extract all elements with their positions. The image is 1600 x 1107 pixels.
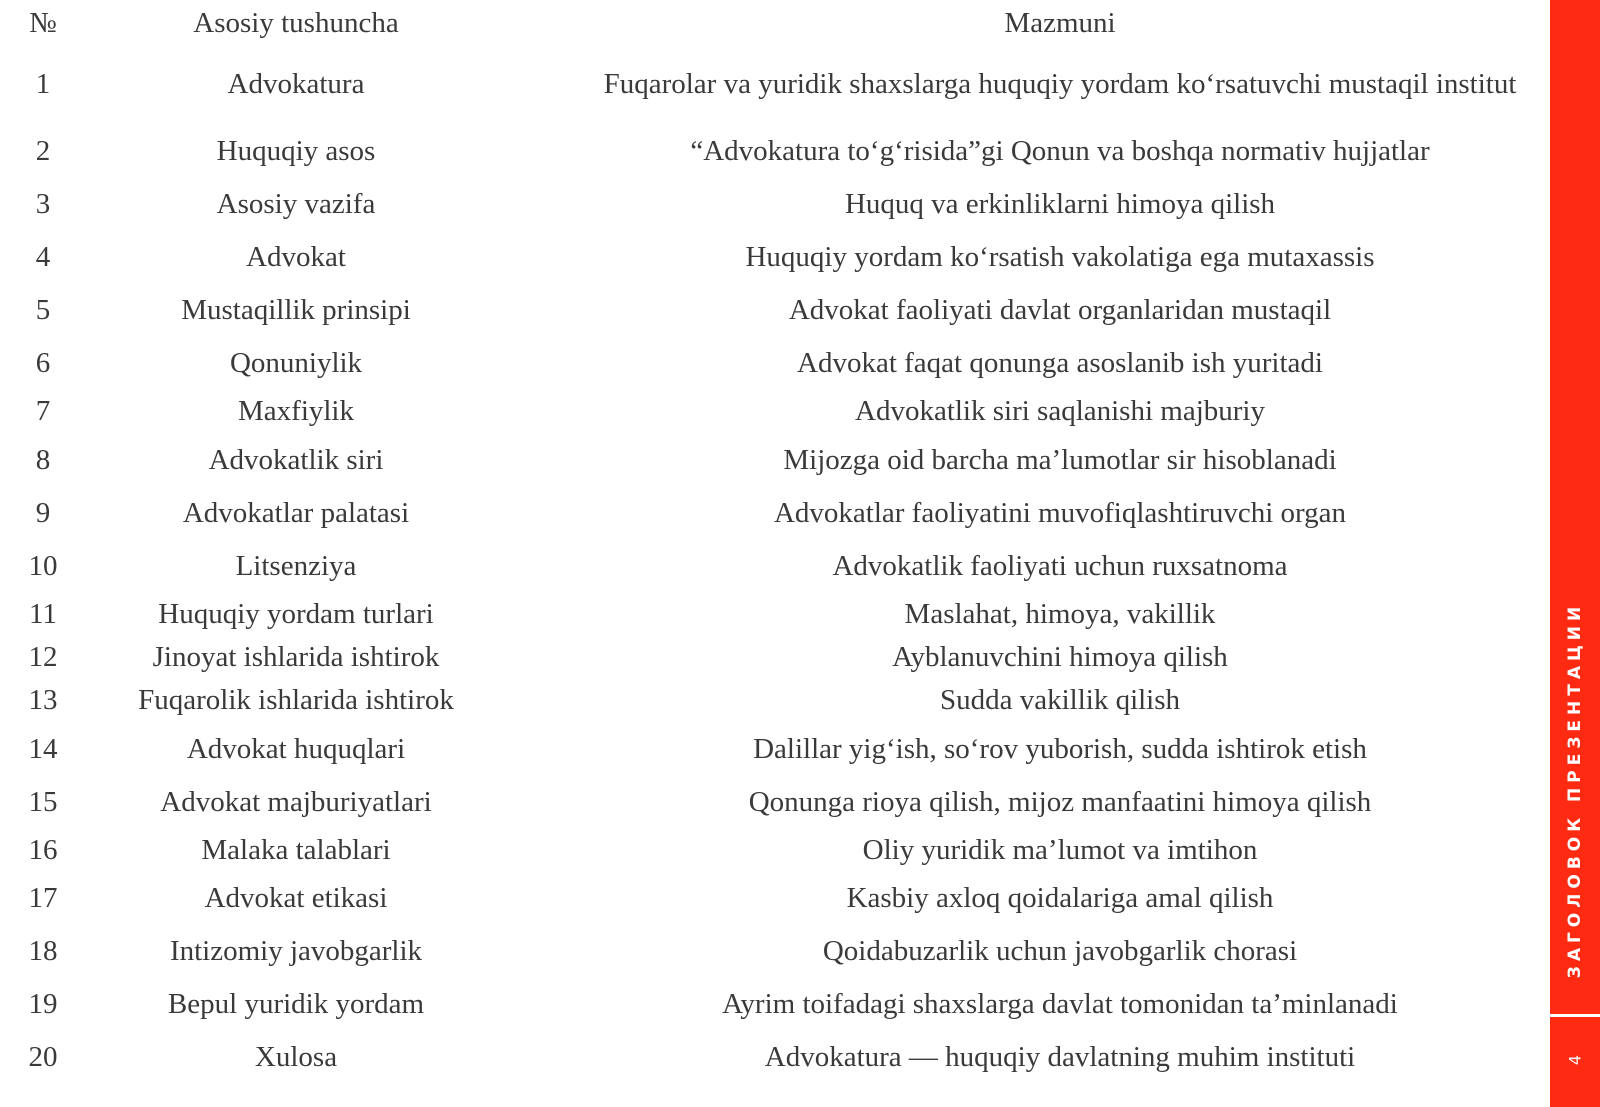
row-term: Huquqiy yordam turlari: [158, 598, 434, 630]
header-description: Mazmuni: [1004, 7, 1116, 39]
row-term: Huquqiy asos: [216, 135, 376, 167]
row-description: Dalillar yig‘ish, so‘rov yuborish, sudda ishtirok etish: [753, 733, 1367, 765]
row-term: Intizomiy javobgarlik: [169, 935, 423, 967]
header-term: Asosiy tushuncha: [193, 7, 399, 39]
row-description: Ayrim toifadagi shaxslarga davlat tomonidan ta’minlanadi: [722, 988, 1398, 1020]
row-description: Advokat faoliyati davlat organlaridan mustaqil: [788, 294, 1332, 326]
row-term: Advokat etikasi: [204, 882, 388, 914]
header-number: №: [29, 7, 57, 39]
row-description: Advokatlik faoliyati uchun ruxsatnoma: [832, 550, 1288, 582]
row-term: Maxfiylik: [238, 395, 354, 427]
row-term: Mustaqillik prinsipi: [181, 294, 411, 326]
row-number: 3: [35, 188, 51, 220]
row-term: Qonuniylik: [229, 347, 363, 379]
row-term: Asosiy vazifa: [216, 188, 376, 220]
row-number: 9: [35, 497, 51, 529]
row-description: Advokatlar faoliyatini muvofiqlashtiruvchi organ: [773, 497, 1347, 529]
row-term: Advokat majburiyatlari: [160, 786, 432, 818]
row-term: Fuqarolik ishlarida ishtirok: [138, 684, 454, 716]
row-number: 17: [28, 882, 58, 914]
row-description: Sudda vakillik qilish: [939, 684, 1181, 716]
row-number: 4: [35, 241, 51, 273]
row-term: Advokat huquqlari: [186, 733, 406, 765]
row-description: Qoidabuzarlik uchun javobgarlik chorasi: [822, 935, 1298, 967]
row-number: 15: [28, 786, 58, 818]
row-number: 5: [35, 294, 51, 326]
slide-page-number: 4: [1565, 1054, 1585, 1066]
row-number: 6: [35, 347, 51, 379]
row-number: 2: [35, 135, 51, 167]
row-term: Bepul yuridik yordam: [167, 988, 425, 1020]
row-description: Huquq va erkinliklarni himoya qilish: [844, 188, 1276, 220]
row-description: Mijozga oid barcha ma’lumotlar sir hisoblanadi: [783, 444, 1337, 476]
row-description: Huquqiy yordam ko‘rsatish vakolatiga ega mutaxassis: [745, 241, 1375, 273]
row-number: 8: [35, 444, 51, 476]
row-description: Ayblanuvchini himoya qilish: [892, 641, 1228, 673]
row-term: Advokatlar palatasi: [182, 497, 410, 529]
row-description: Oliy yuridik ma’lumot va imtihon: [862, 834, 1258, 866]
row-term: Advokat: [246, 241, 346, 273]
row-term: Malaka talablari: [201, 834, 391, 866]
row-term: Advokatlik siri: [208, 444, 384, 476]
row-term: Xulosa: [254, 1041, 338, 1073]
row-number: 10: [28, 550, 58, 582]
row-term: Advokatura: [227, 68, 365, 100]
row-number: 14: [28, 733, 58, 765]
row-number: 20: [28, 1041, 58, 1073]
row-number: 19: [28, 988, 58, 1020]
row-description: Qonunga rioya qilish, mijoz manfaatini himoya qilish: [748, 786, 1372, 818]
row-number: 1: [35, 68, 51, 100]
row-description: Maslahat, himoya, vakillik: [904, 598, 1216, 630]
side-bar-divider: [1550, 1014, 1600, 1017]
row-number: 13: [28, 684, 58, 716]
row-number: 18: [28, 935, 58, 967]
row-number: 11: [29, 598, 57, 630]
row-term: Jinoyat ishlarida ishtirok: [152, 641, 440, 673]
row-description: Advokatlik siri saqlanishi majburiy: [855, 395, 1265, 427]
row-description: Fuqarolar va yuridik shaxslarga huquqiy yordam ko‘rsatuvchi mustaqil institut: [603, 68, 1517, 100]
row-description: Advokatura — huquqiy davlatning muhim instituti: [764, 1041, 1356, 1073]
row-description: Kasbiy axloq qoidalariga amal qilish: [846, 882, 1274, 914]
row-description: Advokat faqat qonunga asoslanib ish yuritadi: [797, 347, 1323, 379]
presentation-title: ЗАГОЛОВОК ПРЕЗЕНТАЦИИ: [1565, 601, 1585, 979]
row-number: 12: [28, 641, 58, 673]
row-number: 16: [28, 834, 58, 866]
row-term: Litsenziya: [235, 550, 357, 582]
row-description: “Advokatura to‘g‘risida”gi Qonun va boshqa normativ hujjatlar: [690, 135, 1430, 167]
row-number: 7: [35, 395, 51, 427]
